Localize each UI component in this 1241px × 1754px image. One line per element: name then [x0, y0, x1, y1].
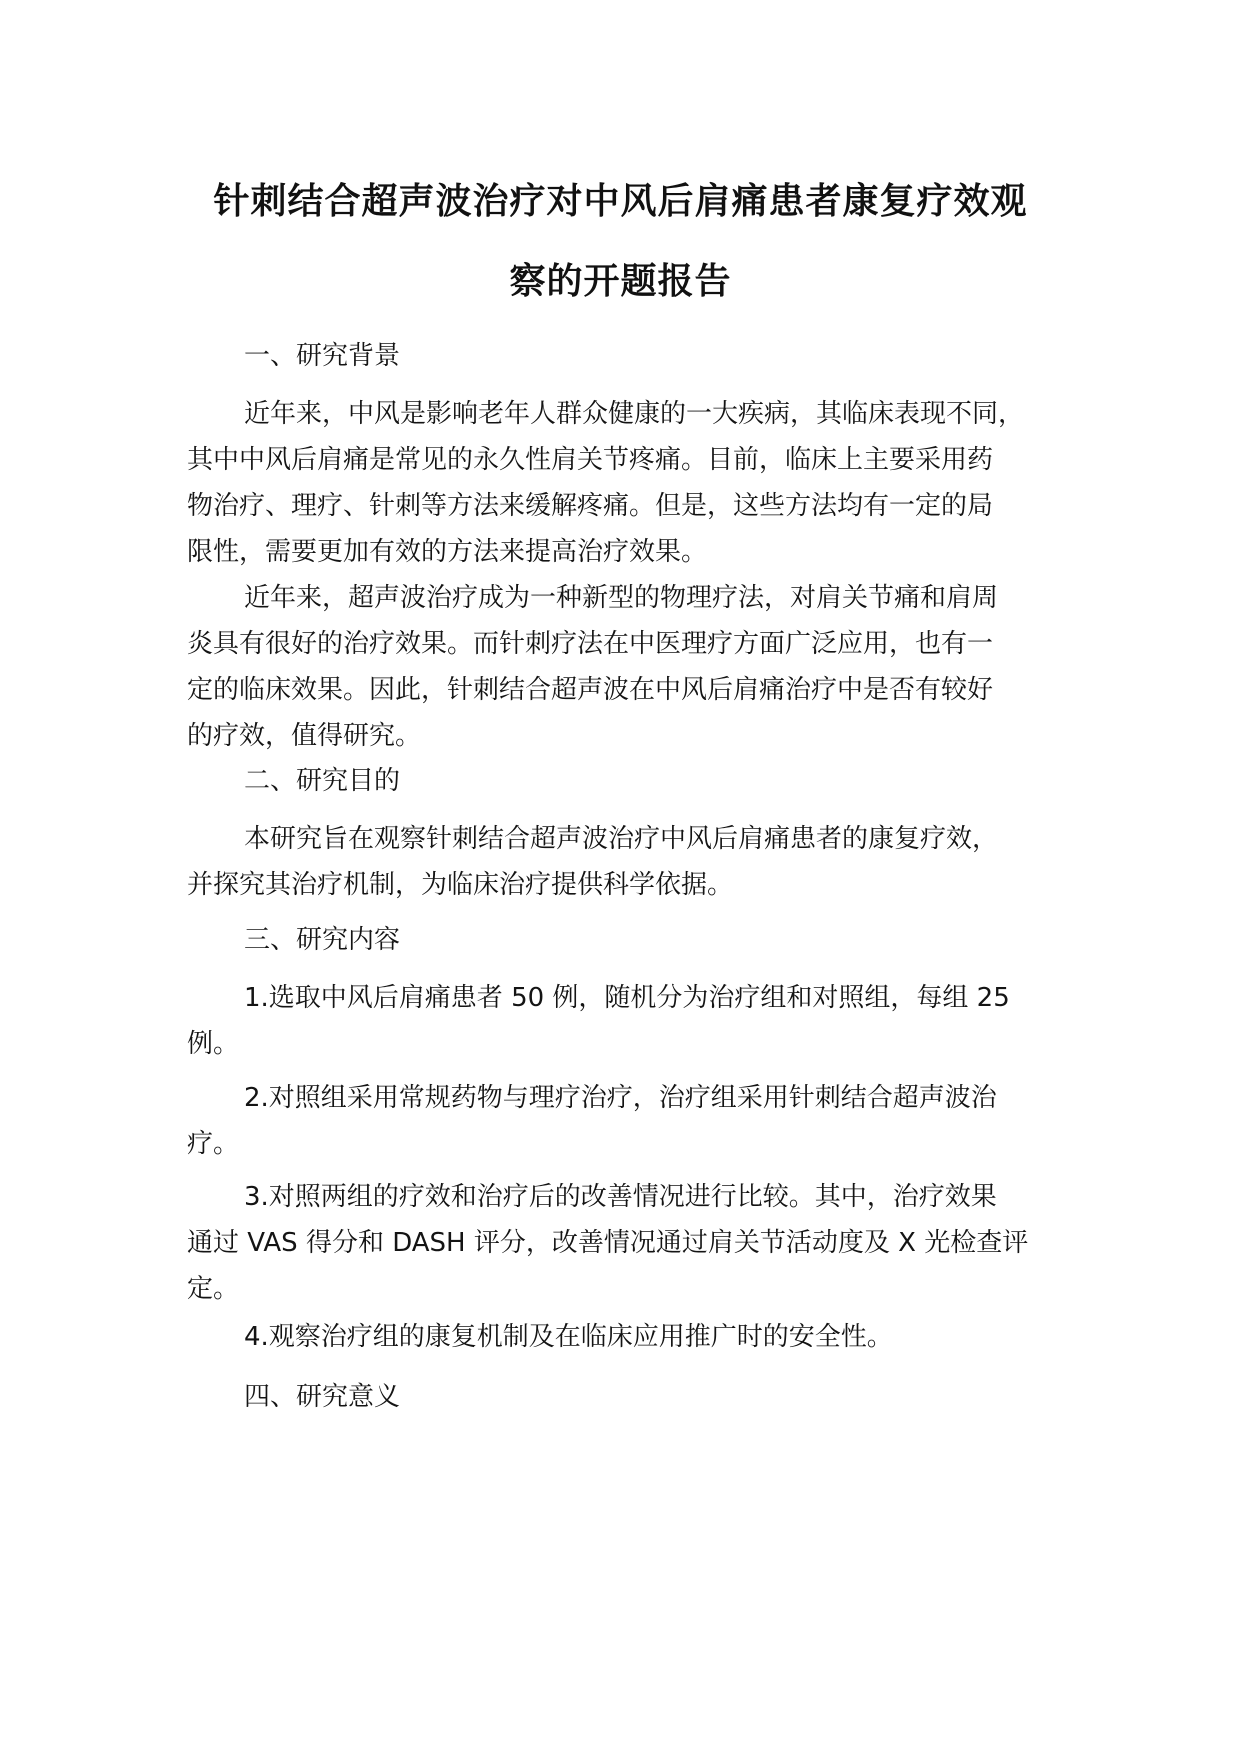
paragraph-line: 的疗效，值得研究。 — [187, 721, 422, 751]
paragraph-line: 2.对照组采用常规药物与理疗治疗，治疗组采用针刺结合超声波治 — [244, 1083, 997, 1113]
paragraph-line: 其中中风后肩痛是常见的永久性肩关节疼痛。目前，临床上主要采用药 — [187, 445, 994, 475]
paragraph-line: 近年来，超声波治疗成为一种新型的物理疗法，对肩关节痛和肩周 — [244, 583, 999, 613]
paragraph-line: 4.观察治疗组的康复机制及在临床应用推广时的安全性。 — [244, 1322, 893, 1352]
document-title-line-2: 察的开题报告 — [509, 261, 732, 302]
document-title-line-1: 针刺结合超声波治疗对中风后肩痛患者康复疗效观 — [213, 181, 1028, 222]
paragraph-purpose — [187, 816, 1087, 908]
paragraph-line: 近年来，中风是影响老年人群众健康的一大疾病，其临床表现不同， — [244, 399, 1025, 429]
content-item-4 — [187, 1314, 1087, 1360]
paragraph-line: 例。 — [187, 1029, 240, 1059]
paragraph-line: 1.选取中风后肩痛患者 50 例，随机分为治疗组和对照组，每组 25 — [244, 983, 1010, 1013]
paragraph-line: 疗。 — [187, 1129, 240, 1159]
section-heading-background — [187, 333, 1087, 379]
section-heading-purpose — [187, 758, 1087, 804]
content-item-1 — [187, 975, 1087, 1067]
paragraph-line: 炎具有很好的治疗效果。而针刺疗法在中医理疗方面广泛应用，也有一 — [187, 629, 994, 659]
section-heading-text: 一、研究背景 — [244, 341, 401, 371]
paragraph-line: 本研究旨在观察针刺结合超声波治疗中风后肩痛患者的康复疗效， — [244, 824, 999, 854]
paragraph-background-1 — [187, 391, 1087, 575]
content-item-2 — [187, 1075, 1087, 1167]
paragraph-line: 物治疗、理疗、针刺等方法来缓解疼痛。但是，这些方法均有一定的局 — [187, 491, 994, 521]
section-heading-significance — [187, 1374, 1087, 1420]
paragraph-background-2 — [187, 575, 1087, 759]
paragraph-line: 3.对照两组的疗效和治疗后的改善情况进行比较。其中，治疗效果 — [244, 1182, 997, 1212]
section-heading-text: 三、研究内容 — [244, 925, 401, 955]
paragraph-line: 通过 VAS 得分和 DASH 评分，改善情况通过肩关节活动度及 X 光检查评 — [187, 1228, 1029, 1258]
paragraph-line: 并探究其治疗机制，为临床治疗提供科学依据。 — [187, 870, 734, 900]
section-heading-text: 四、研究意义 — [244, 1382, 401, 1412]
paragraph-line: 限性，需要更加有效的方法来提高治疗效果。 — [187, 537, 708, 567]
paragraph-line: 定的临床效果。因此，针刺结合超声波在中风后肩痛治疗中是否有较好 — [187, 675, 994, 705]
section-heading-content — [187, 917, 1087, 963]
section-heading-text: 二、研究目的 — [244, 766, 401, 796]
content-item-3 — [187, 1174, 1087, 1312]
paragraph-line: 定。 — [187, 1274, 240, 1304]
